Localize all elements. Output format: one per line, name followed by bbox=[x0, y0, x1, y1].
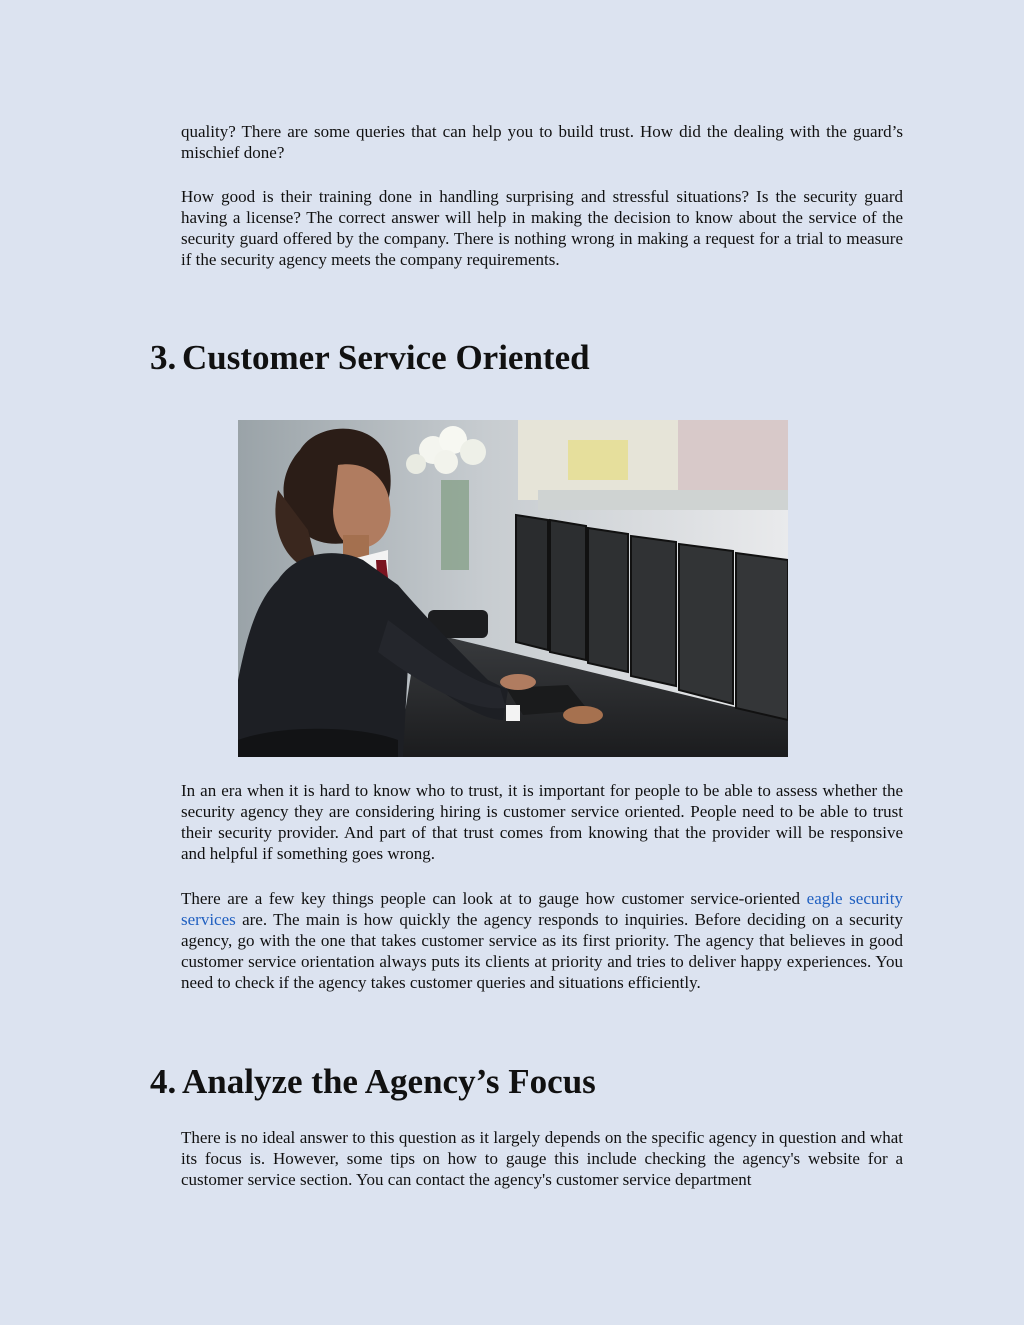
paragraph-text-before-link: There are a few key things people can look at to gauge how customer service-oriented bbox=[181, 889, 807, 908]
photo-illustration bbox=[238, 420, 788, 757]
security-operator-photo bbox=[238, 420, 788, 757]
heading-number: 3. bbox=[150, 338, 177, 377]
paragraph-era-trust: In an era when it is hard to know who to trust, it is important for people to be able to assess whether the security agency they are considering hiring is customer service oriented. People need to be able to trust their security provider. And part of that trust comes from knowing that the provider will be responsive and helpful if something goes wrong. bbox=[181, 781, 903, 863]
section-heading-customer-service bbox=[150, 338, 590, 378]
heading-number: 4. bbox=[150, 1062, 177, 1101]
eagle-security-services-link[interactable]: eagle security services bbox=[181, 889, 903, 929]
paragraph-intro-continued: quality? There are some queries that can help you to build trust. How did the dealing with the guard’s mischief done? bbox=[181, 122, 903, 162]
paragraph-agency-focus: There is no ideal answer to this question as it largely depends on the specific agency in question and what its focus is. However, some tips on how to gauge this include checking the agency's website for a customer service section. You can contact the agency's customer service department bbox=[181, 1128, 903, 1189]
paragraph-key-things bbox=[181, 888, 903, 993]
paragraph-text-after-link: are. The main is how quickly the agency responds to inquiries. Before deciding on a security agency, go with the one that takes customer service as its first priority. The agency that believes in good customer service orientation always puts its clients at priority and tries to deliver happy experiences. You need to check if the agency takes customer queries and situations efficiently. bbox=[181, 910, 903, 992]
heading-text: Customer Service Oriented bbox=[182, 338, 590, 377]
heading-text: Analyze the Agency’s Focus bbox=[182, 1062, 596, 1101]
section-heading-agency-focus bbox=[150, 1062, 596, 1102]
paragraph-training: How good is their training done in handling surprising and stressful situations? Is the security guard having a license? The correct answer will help in making the decision to know about the service of the security guard offered by the company. There is nothing wrong in making a request for a trial to measure if the security agency meets the company requirements. bbox=[181, 187, 903, 269]
